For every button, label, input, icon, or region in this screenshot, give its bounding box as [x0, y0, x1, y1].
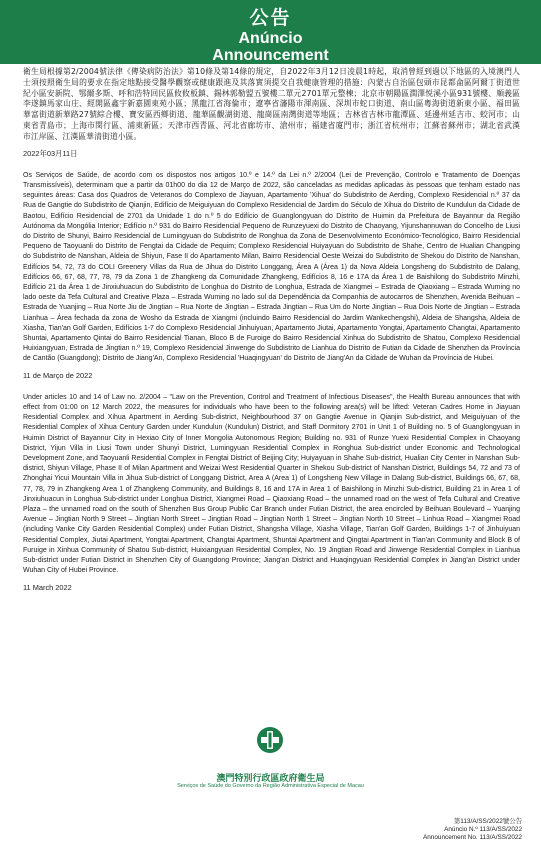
date-english: 11 March 2022	[23, 582, 72, 592]
title-portuguese: Anúncio	[238, 30, 303, 47]
footer-organization-chinese: 澳門特別行政區政府衛生局	[216, 774, 325, 784]
title-english: Announcement	[212, 47, 329, 64]
announcement-reference	[423, 818, 522, 842]
date-chinese: 2022年03月11日	[23, 148, 78, 158]
reference-chinese: 第113/A/SS/2022號公告	[453, 818, 522, 825]
paragraph-chinese: 衛生局根據第2/2004號法律《傳染病防治法》第10條及第14條的規定，自2022年3月12日凌晨1時起，取消曾經到過以下地區的入境澳門人士須按照衛生局的要求在指定地點接受醫學觀察或健康跟進及其落實須提交自我健康管理的措施：內蒙古自治區包頭市昆都侖區阿爾丁街道世紀小區安新院、鄂爾多斯、呼和浩特回民區攸攸板鎮、錫林郭勒盟五號樓二單元2701單元整棟；北京市朝陽區潤澤悦溪小區931號樓、順義區李遂鎮馬家山庄、經開區鑫宇新嘉園東苑小區；黑龍江省海倫市；遼寧省瀋陽市渾南區、深圳市蛇口街道、南山區粵海街道新東小區、福田區華富街道新華路27號綜合樓、寶安區西鄉街道、龍華區觀湖街道、龍崗區南灣街道等地區；吉林省吉林市龍潭區、延邊州延吉市、蛟河市；山東省青島市；上海市閔行區、浦東新區；天津市西青區、河北省廊坊市、滄州市；福建省廈門市；浙江省杭州市；江蘇省蘇州市；湖北省武漢市江岸區、江漢區華清街道小區。	[23, 67, 520, 141]
reference-portuguese: Anúncio N.º 113/A/SS/2022	[444, 826, 522, 833]
health-bureau-logo-icon	[256, 726, 284, 754]
paragraph-portuguese: Os Serviços de Saúde, de acordo com os dispostos nos artigos 10.º e 14.º da Lei n.º 2/2004 (Lei de Prevenção, Controlo e Tratamento de Doenças Transmissíveis), determinam que a partir da 01h00 do dia 12 de Março de 2022, são canceladas as medidas aplicadas às pessoas que tenham estado nas seguintes áreas: Casa dos Quadros de Veteranos do Complexo de Jiayuan, Apartamento 'Xihua' do Subdistrito de Aerding, Complexo Residencial n.º 37 da Rua de Gangtie do Subdistrito de Qianjin, Edifício de Meiguiyuan do Complexo Residencial de Jardim do Século de Xihua do Distrito de Kundulun da Cidade de Baotou, Edifício Residencial de 2701 da Unidade 1 do n.º 5 do Edifício de Guanglongyuan do Distrito de Huimin da Prefeitura de Bayannur da Região Autónoma da Mongólia Interior; Edifício n.º 931 do Bairro Residencial Pequeno de Runzeyuexi do Distrito de Chaoyang, Yijunshannuwan do Concelho de Liusi do Distrito de Shunyi, Bairro Residencial de Lumingyuan do Subdistrito de Ronghua da Zona de Desenvolvimento Económico-Tecnológico, Bairro Residencial Pequeno de Taoyuanli do Distrito de Fengtai da Cidade de Pequim; Complexo Residencial Huiyayuan do Subdistrito de Shahe, Centro de Hualian Changping do Subdistrito de Nanshan, Aldeia de Shiyun, Fase II do Apartamento Milan, Bairro Residencial Oeste Weizai do Subdistrito de Shekou do Distrito de Nanshan, Edifícios 54, 72, 73 do COLI Greenery Villas da Rua de Jihua do Distrito Longgang, Área A (Área 1) da Nova Aldeia Longsheng do Subdistrito de Dalang, Edifícios 66, 67, 68, 77, 78, 79 da Zona 1 de Zhangkeng da Comunidade Zhangkeng, Edifícios 8, 16 e 17A da Área 1 de Baishilong do Subdistrito Minzhi, Edifício 21 da Área 1 de Jinxiuhuacun do Subdistrito de Longhua do Distrito de Longhua, Estrada de Xiangmei – Estrada de Qiaoxiang – Estrada Wuming no lado oeste da Tefa Cultural and Creative Plaza – Estrada Wuming no lado sul da Dependência da Companhia de autocarros de Shenzhen, Avenida Beihuan – Estrada de Yuanjing – Rua Norte Jiu de Jingtian – Rua Norte de Jingtian – Estrada Jingtian – Rua Um do Norte Jingtian – Rua Dois Norte de Jingtian – Estrada Lianhua – Área fechada da zona de Wosho da Estrada de Xiangmi (incluindo Bairro Residencial do Jardim Wankechengshi), Aldeia de Shangsha, Aldeia de Xiasha, Tian'an Golf Garden, Edifícios 1-7 do Complexo Residencial Jinhuiyuan, Apartamento Jiutai, Apartamento Yongtai, Apartamento Changtai, Apartamento Shuntai, Apartamento Qintai do Bairro Residencial Tianan, Bloco B de Furoige do Bairro Residencial Xinhua do Subdistrito de Shatou, Complexo Residencial Huixiangyuan, Estrada de Jingtian n.º 19, Complexo Residencial Jinwenge do Subdistrito de Lianhua do Distrito de Futian da Cidade de Shenzhen da Província de Cantão (Guangdong); Distrito de Jiang'An, Complexo Residencial 'Huaqingyuan' do Distrito de Jiang'An da Cidade de Wuhan da Província de Hubei.	[23, 171, 520, 363]
announcement-body	[23, 67, 520, 605]
footer-organization-portuguese: Serviços de Saúde do Governo da Região Administrativa Especial de Macau	[177, 783, 364, 789]
date-portuguese: 11 de Março de 2022	[23, 370, 93, 380]
header-banner	[0, 0, 541, 64]
reference-english: Announcement No. 113/A/SS/2022	[422, 834, 522, 841]
title-chinese: 公告	[249, 7, 292, 29]
paragraph-english: Under articles 10 and 14 of Law no. 2/2004 – "Law on the Prevention, Control and Treatment of Infectious Diseases", the Health Bureau announces that with effect from 01:00 on 12 March 2022, the measures for individuals who have been to the following area(s) will be lifted: Veteran Cadres Home in Jiayuan Residential Complex and Xihua Apartment in Aerding Sub-district, Neighbourhood 37 on Gangtie Avenue in Qianjin Sub-district, and Meiguiyuan of the Residential Complex of Xihua Century Garden under Kundulun (Kundulun) District, and Staff Dormitory 2701 in Unit 1 of Building no. 5 of Guanglongyuan in Huimin District of Bayannur City in Hexiao City of Inner Mongolia Autonomous Region; Building no. 931 of Runze Yuexi Residential Complex in Chaoyang District, Yijun Villa in Liusi Town under Shunyi District, Lumingyuan Residential Complex in Ronghua Sub-district under Economic and Technological Development Zone, and Taoyuanli Residential Complex in Fengtai District of Beijing City; Huiyayuan in Shahe Sub-district, Hualian City Center in Nanshan Sub-district, Shiyun Village, Phase II of Milan Apartment and Weizai West Residential Quarter in Shekou Sub-district of Nanshan District, Buildings 54, 72 and 73 of Zhonghai Yicui Mountain Villa in Jihua Sub-district of Longgang District, Area A (Area 1) of Longsheng New Village in Dalang Sub-district, Buildings 66, 67, 68, 77, 78, 79 in Zhangkeng Area 1 of Zhangkeng Community, and Buildings 8, 16 and 17A in Area 1 of Baishilong in Minzhi Sub-district, Building 21 in Area 1 of Jinxiuhuacun in Longhua Sub-district under Longhua District, Xiangmei Road – Qiaoxiang Road – the unnamed road on the west of Tefa Cultural and Creative Plaza – the unnamed road on the south of Shenzhen Bus Group Public Car Branch under Futian District, the area encircled by Beihuan Boulevard – Yuanjing Avenue – Jingtian North 9 Street – Jingtian North Street – Jingtian Road – Jingtian North 1 Street – Jingtian North 10 Street – Linhua Road – Xiangmei Road (including Vanke City Garden Residential Complex) under Futian District, Shangsha Village, Xiasha Village, Tian'an Golf Garden, Buildings 1-7 of Jinhuiyuan Residential Complex, Jiutai Apartment, Yongtai Apartment, Changtai Apartment, Shuntai Apartment and Qingtai Apartment in Tian'an Community and Block B of Furuige in Xinhua Community of Shatou Sub-district, Huixiangyuan Residential Complex, No. 19 Jingtian Road and Jinwenge Residential Complex in Lianhua Sub-district under Futian District in Shenzhen City of Guangdong Province; Jiang'an District and Huaqingyuan Residential Complex in Jiang'an District under Wuhan City of Hubei Province.	[23, 393, 520, 575]
